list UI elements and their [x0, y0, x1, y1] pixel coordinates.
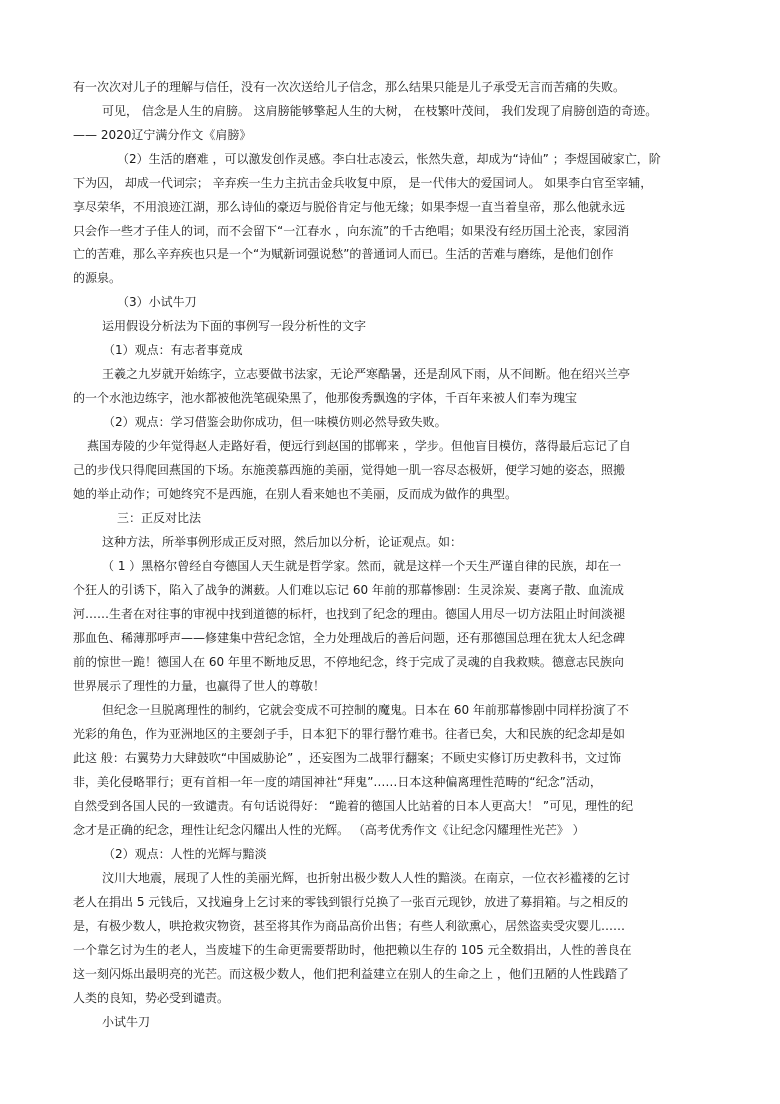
text-line: 个狂人的引诱下，陷入了战争的渊薮。人们难以忘记 60 年前的那幕惨剧：生灵涂炭、妻离子散、血流成: [73, 583, 624, 597]
text-line: 享尽荣华，不用浪迹江湖，那么诗仙的豪迈与脱俗肯定与他无缘；如果李煜一直当着皇帝，那么他就永远: [73, 200, 626, 214]
text-line: 一个靠乞讨为生的老人，当废墟下的生命更需要帮助时，他把赖以生存的 105 元全数捐出，人性的善良在: [73, 943, 632, 957]
text-line: —— 2020辽宁满分作文《肩膀》: [73, 128, 252, 142]
text-line: 这种方法，所举事例形成正反对照，然后加以分析，论证观点。如：: [102, 535, 463, 549]
text-line: 的源泉。: [73, 271, 122, 285]
section-heading: 小试牛刀: [102, 1015, 151, 1029]
text-line: 自然受到各国人民的一致谴责。有句话说得好： “跪着的德国人比站着的日本人更高大！ ”可见，理性的纪: [73, 799, 634, 813]
text-line: 可见， 信念是人生的肩膀。 这肩膀能够擎起人生的大树， 在枝繁叶茂间， 我们发现了肩膀创造的奇迹。: [102, 104, 658, 118]
text-line: （ 1 ）黑格尔曾经自夸德国人天生就是哲学家。然而，就是这样一个天生严谨自律的民族，却在一: [102, 559, 622, 573]
text-line: 那血色、稀薄那呼声——修建集中营纪念馆，全力处理战后的善后问题，还有那德国总理在犹太人纪念碑: [73, 631, 626, 645]
text-line: 燕国寿陵的少年觉得赵人走路好看，便远行到赵国的邯郸来 ，学步。但他盲目模仿，落得最后忘记了自: [87, 439, 631, 453]
text-line: 下为囚， 却成一代词宗； 辛弃疾一生力主抗击金兵收复中原， 是一代伟大的爱国词人。 如果李白官至宰辅，: [73, 176, 653, 190]
text-line: （2）观点：学习借鉴会助你成功，但一味模仿则必然导致失败。: [103, 415, 447, 429]
text-line: 亡的苦难，那么辛弃疾也只是一个“为赋新词强说愁”的普通词人而已。生活的苦难与磨练，是他们创作: [73, 247, 614, 261]
text-line: 是，有极少数人，哄抢救灾物资，甚至将其作为商品高价出售；有些人利欲熏心，居然盗卖受灾婴儿……: [73, 919, 626, 933]
text-line: 己的步伐只得爬回燕国的下场。东施羡慕西施的美丽，觉得她一肌一容尽态极妍，便学习她的姿态，照搬: [73, 463, 626, 477]
text-line: 这一刻闪烁出最明亮的光芒。而这极少数人，他们把利益建立在别人的生命之上 ，他们丑陋的人性践踏了: [73, 967, 629, 981]
text-line: （1）观点：有志者事竟成: [103, 343, 243, 357]
section-heading: （3）小试牛刀: [117, 295, 197, 309]
text-line: 汶川大地震，展现了人性的美丽光辉，也折射出极少数人人性的黯淡。在南京，一位衣衫褴褛的乞讨: [102, 871, 631, 885]
text-line: 但纪念一旦脱离理性的制约，它就会变成不可控制的魔鬼。日本在 60 年前那幕惨剧中同样扮演了不: [102, 703, 629, 717]
text-line: 运用假设分析法为下面的事例写一段分析性的文字: [102, 319, 367, 333]
text-line: 前的惊世一跪！德国人在 60 年里不断地反思，不停地纪念，终于完成了灵魂的自我救赎。德意志民族向: [73, 655, 624, 669]
text-line: 世界展示了理性的力量，也赢得了世人的尊敬！: [73, 679, 326, 693]
text-line: 王羲之九岁就开始练字，立志要做书法家，无论严寒酷暑，还是刮风下雨，从不间断。他在绍兴兰亭: [102, 367, 631, 381]
text-line: 她的举止动作；可她终究不是西施，在别人看来她也不美丽，反而成为做作的典型。: [73, 487, 518, 501]
text-line: 此这 般：右翼势力大肆鼓吹“中国威胁论” ，还妄图为二战罪行翻案；不顾史实修订历史教科书，文过饰: [73, 751, 622, 765]
text-line: 老人在捐出 5 元钱后，又找遍身上乞讨来的零钱到银行兑换了一张百元现钞，放进了募捐箱。与之相反的: [73, 895, 629, 909]
text-line: 光彩的角色，作为亚洲地区的主要刽子手，日本犯下的罪行罄竹难书。往者已矣，大和民族的纪念却是如: [73, 727, 626, 741]
text-line: 有一次次对儿子的理解与信任，没有一次次送给儿子信念，那么结果只能是儿子承受无言而苦痛的失败。: [73, 80, 626, 94]
text-line: （2）观点：人性的光辉与黯淡: [103, 847, 267, 861]
text-line: 非，美化侵略罪行；更有首相一年一度的靖国神社“拜鬼”……日本这种偏离理性范畴的“纪念”活动，: [73, 775, 602, 789]
text-line: 的一个水池边练字，池水都被他洗笔砚染黑了，他那俊秀飘逸的字体，千百年来被人们奉为瑰宝: [73, 391, 578, 405]
section-heading: 三：正反对比法: [117, 511, 202, 525]
text-line: （2）生活的磨难 ，可以激发创作灵感。李白壮志凌云，怅然失意，却成为“诗仙” ；李煜国破家亡，阶: [117, 152, 661, 166]
text-line: 只会作一些才子佳人的词，而不会留下“一江春水 ，向东流”的千古绝唱；如果没有经历国土沦丧，家园消: [73, 224, 630, 238]
text-line: 河……生者在对往事的审视中找到道德的标杆，也找到了纪念的理由。德国人用尽一切方法阻止时间淡褪: [73, 607, 626, 621]
text-line: 念才是正确的纪念，理性让纪念闪耀出人性的光辉。 （高考优秀作文《让纪念闪耀理性光芒》 ）: [73, 823, 585, 837]
text-line: 人类的良知，势必受到谴责。: [73, 991, 230, 1005]
